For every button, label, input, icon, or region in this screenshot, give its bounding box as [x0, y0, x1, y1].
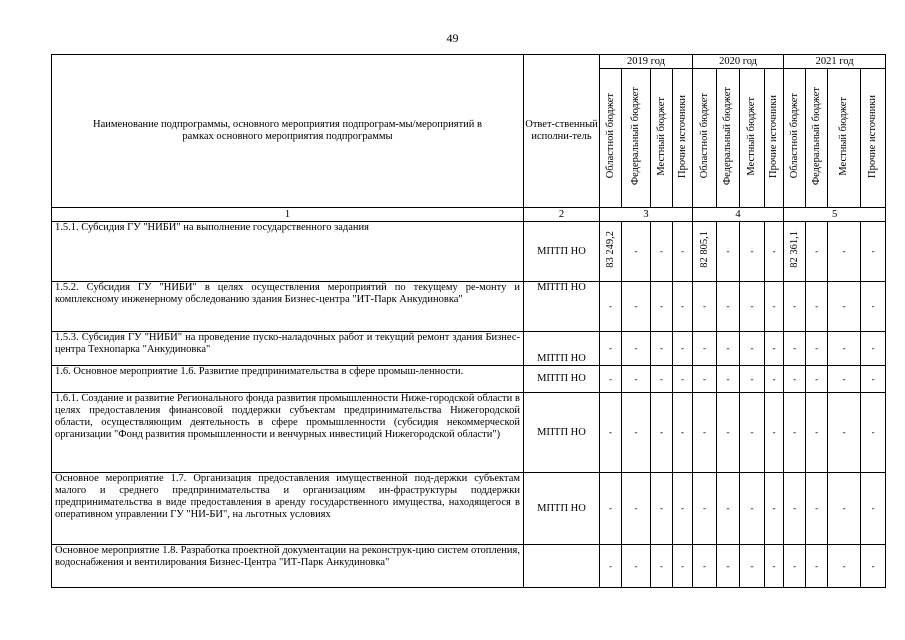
header-source-3-1 — [784, 69, 806, 208]
empty-value-mark: - — [815, 560, 819, 571]
empty-value-mark: - — [842, 301, 846, 311]
header-source-label: Местный бюджет — [655, 96, 667, 176]
empty-value-mark: - — [793, 343, 797, 353]
row-value-cell — [717, 366, 740, 393]
empty-value-mark: - — [772, 427, 776, 437]
empty-value-mark: - — [660, 373, 663, 384]
row-name: 1.5.3. Субсидия ГУ "НИБИ" на проведение пуско-наладочных работ и текущий ремонт здания Бизнес-центра Технопарка "Анкудиновка" — [52, 332, 524, 366]
row-value-cell — [765, 332, 784, 366]
empty-value-mark: - — [750, 427, 754, 437]
row-name: Основное мероприятие 1.7. Организация предоставления имущественной под-держки субъектам малого и среднего предпринимательства и организациям ин-фраструктуры поддержки предпринимательства в виде предоставления в аренду государственного имущества, находящегося в оперативном управлении ГУ "НИ-БИ", на льготных условиях — [52, 473, 524, 545]
row-value-cell — [717, 282, 740, 332]
col-number-3: 3 — [600, 208, 693, 222]
row-value-cell — [765, 393, 784, 473]
col-number-1: 1 — [52, 208, 524, 222]
row-name: 1.6. Основное мероприятие 1.6. Развитие предпринимательства в сфере промыш-ленности. — [52, 366, 524, 393]
empty-value-mark: - — [750, 503, 754, 513]
row-value-cell — [651, 473, 673, 545]
row-value-cell — [693, 222, 717, 282]
empty-value-mark: - — [726, 560, 730, 571]
empty-value-mark: - — [660, 560, 663, 571]
row-value-cell — [717, 393, 740, 473]
table-row — [52, 282, 886, 332]
empty-value-mark: - — [634, 503, 638, 513]
row-value-cell — [693, 282, 717, 332]
empty-value-mark: - — [726, 503, 730, 513]
value-text: 82 361,1 — [788, 231, 800, 268]
col-number-5: 5 — [784, 208, 886, 222]
empty-value-mark: - — [634, 560, 638, 571]
empty-value-mark: - — [703, 373, 707, 384]
empty-value-mark: - — [609, 503, 612, 513]
empty-value-mark: - — [681, 373, 685, 384]
row-name: Основное мероприятие 1.8. Разработка проектной документации на реконструк-цию систем отопления, водоснабжения и вентилирования Бизнес-Центра "ИТ-Парк Анкудиновка" — [52, 545, 524, 588]
empty-value-mark: - — [815, 373, 819, 384]
empty-value-mark: - — [750, 246, 754, 256]
row-value-cell — [600, 222, 622, 282]
header-source-label: Местный бюджет — [838, 96, 850, 176]
header-source-3-4 — [861, 69, 886, 208]
value-text: 83 249,2 — [604, 231, 616, 268]
row-value-cell — [784, 222, 806, 282]
row-executor: МПТП НО — [524, 473, 600, 545]
row-value-cell — [765, 473, 784, 545]
empty-value-mark: - — [871, 246, 875, 256]
empty-value-mark: - — [871, 301, 875, 311]
empty-value-mark: - — [634, 246, 638, 256]
row-value-cell — [861, 222, 886, 282]
empty-value-mark: - — [703, 503, 707, 513]
table-row — [52, 222, 886, 282]
header-source-label: Федеральный бюджет — [630, 86, 641, 186]
row-executor: МПТП НО — [524, 366, 600, 393]
row-value-cell — [740, 332, 765, 366]
empty-value-mark: - — [871, 427, 875, 437]
header-source-2-4 — [765, 69, 784, 208]
row-value-cell — [651, 332, 673, 366]
header-year-2020: 2020 год — [693, 55, 784, 69]
header-source-label: Прочие источники — [768, 94, 780, 178]
row-value-cell — [651, 545, 673, 588]
row-value-cell — [828, 366, 861, 393]
row-value-cell — [806, 222, 828, 282]
row-value-cell — [765, 282, 784, 332]
row-value-cell — [600, 473, 622, 545]
empty-value-mark: - — [681, 301, 685, 311]
empty-value-mark: - — [793, 373, 797, 384]
row-value-cell — [861, 393, 886, 473]
header-source-label: Федеральный бюджет — [810, 86, 822, 186]
header-source-label: Областной бюджет — [788, 93, 800, 179]
header-source-2-1 — [693, 69, 717, 208]
empty-value-mark: - — [842, 343, 846, 353]
empty-value-mark: - — [703, 343, 707, 353]
empty-value-mark: - — [681, 343, 685, 353]
row-value-cell — [600, 282, 622, 332]
budget-table — [51, 54, 886, 588]
row-value-cell — [693, 473, 717, 545]
empty-value-mark: - — [842, 560, 846, 571]
header-source-3-2 — [806, 69, 828, 208]
empty-value-mark: - — [772, 246, 776, 256]
row-value-cell — [673, 473, 693, 545]
row-value-cell — [651, 282, 673, 332]
col-number-2: 2 — [524, 208, 600, 222]
row-value-cell — [784, 393, 806, 473]
empty-value-mark: - — [681, 246, 685, 256]
row-value-cell — [622, 473, 651, 545]
empty-value-mark: - — [609, 560, 612, 571]
empty-value-mark: - — [681, 427, 685, 437]
empty-value-mark: - — [660, 301, 663, 311]
empty-value-mark: - — [772, 301, 776, 311]
header-source-3-3 — [828, 69, 861, 208]
row-value-cell — [600, 393, 622, 473]
header-name-column: Наименование подпрограммы, основного мероприятия подпрограм-мы/мероприятий в рамках основного мероприятия подпрограммы — [52, 55, 524, 208]
row-value-cell — [828, 222, 861, 282]
empty-value-mark: - — [660, 503, 663, 513]
row-value-cell — [861, 545, 886, 588]
empty-value-mark: - — [634, 301, 638, 311]
empty-value-mark: - — [726, 246, 730, 256]
table-row — [52, 393, 886, 473]
row-value-cell — [622, 332, 651, 366]
row-value-cell — [622, 393, 651, 473]
empty-value-mark: - — [793, 301, 797, 311]
empty-value-mark: - — [660, 427, 663, 437]
empty-value-mark: - — [871, 373, 875, 384]
row-value-cell — [600, 332, 622, 366]
header-source-1-3 — [651, 69, 673, 208]
empty-value-mark: - — [660, 246, 663, 256]
empty-value-mark: - — [726, 301, 730, 311]
row-value-cell — [693, 393, 717, 473]
row-value-cell — [861, 332, 886, 366]
header-source-label: Прочие источники — [676, 94, 688, 178]
header-executor-column: Ответ-ственный исполни-тель — [524, 55, 600, 208]
empty-value-mark: - — [871, 560, 875, 571]
row-value-cell — [673, 545, 693, 588]
row-value-cell — [784, 332, 806, 366]
row-value-cell — [673, 282, 693, 332]
empty-value-mark: - — [842, 427, 846, 437]
row-value-cell — [600, 366, 622, 393]
row-value-cell — [651, 366, 673, 393]
header-source-label: Областной бюджет — [604, 93, 616, 179]
empty-value-mark: - — [703, 427, 707, 437]
empty-value-mark: - — [772, 503, 776, 513]
row-value-cell — [600, 545, 622, 588]
row-executor — [524, 545, 600, 588]
header-source-label: Областной бюджет — [698, 93, 710, 179]
empty-value-mark: - — [842, 373, 846, 384]
header-source-label: Федеральный бюджет — [722, 86, 734, 186]
row-name: 1.6.1. Создание и развитие Регионального фонда развития промышленности Ниже-городской области в целях предоставления финансовой поддержки субъектам предпринимательства Нижегородской области, осуществляющим деятельность в сфере промышленности (субсидия некоммерческой организации "Фонд развития промышленности и венчурных инвестиций Нижегородской области") — [52, 393, 524, 473]
row-value-cell — [765, 222, 784, 282]
empty-value-mark: - — [842, 246, 846, 256]
row-value-cell — [740, 366, 765, 393]
row-value-cell — [828, 393, 861, 473]
empty-value-mark: - — [750, 301, 754, 311]
row-value-cell — [740, 222, 765, 282]
row-name: 1.5.1. Субсидия ГУ "НИБИ" на выполнение государственного задания — [52, 222, 524, 282]
row-value-cell — [693, 332, 717, 366]
row-value-cell — [693, 366, 717, 393]
row-value-cell — [806, 282, 828, 332]
row-value-cell — [861, 282, 886, 332]
header-year-2019: 2019 год — [600, 55, 693, 69]
empty-value-mark: - — [609, 343, 612, 353]
empty-value-mark: - — [634, 373, 638, 384]
empty-value-mark: - — [815, 301, 819, 311]
row-value-cell — [828, 545, 861, 588]
row-value-cell — [861, 473, 886, 545]
row-value-cell — [828, 282, 861, 332]
empty-value-mark: - — [750, 560, 754, 571]
header-source-2-3 — [740, 69, 765, 208]
row-executor: МПТП НО — [524, 222, 600, 282]
empty-value-mark: - — [793, 503, 797, 513]
row-value-cell — [673, 366, 693, 393]
table-row — [52, 473, 886, 545]
empty-value-mark: - — [750, 373, 754, 384]
empty-value-mark: - — [634, 343, 638, 353]
row-value-cell — [673, 393, 693, 473]
empty-value-mark: - — [726, 427, 730, 437]
empty-value-mark: - — [681, 503, 685, 513]
empty-value-mark: - — [703, 301, 707, 311]
empty-value-mark: - — [815, 343, 819, 353]
header-source-1-2 — [622, 69, 651, 208]
row-value-cell — [717, 332, 740, 366]
header-source-1-4 — [673, 69, 693, 208]
empty-value-mark: - — [772, 560, 776, 571]
row-value-cell — [693, 545, 717, 588]
row-value-cell — [828, 473, 861, 545]
row-value-cell — [622, 366, 651, 393]
row-value-cell — [622, 545, 651, 588]
row-value-cell — [717, 222, 740, 282]
empty-value-mark: - — [871, 503, 875, 513]
value-text: 82 805,1 — [698, 231, 710, 268]
row-value-cell — [740, 473, 765, 545]
empty-value-mark: - — [681, 560, 685, 571]
row-value-cell — [717, 473, 740, 545]
empty-value-mark: - — [726, 343, 730, 353]
row-value-cell — [806, 393, 828, 473]
row-value-cell — [861, 366, 886, 393]
empty-value-mark: - — [772, 373, 776, 384]
empty-value-mark: - — [815, 246, 819, 256]
row-name: 1.5.2. Субсидия ГУ "НИБИ" в целях осуществления мероприятий по текущему ре-монту и комплексному инженерному обследованию здания Бизнес-центра "ИТ-Парк Анкудиновка" — [52, 282, 524, 332]
empty-value-mark: - — [660, 343, 663, 353]
empty-value-mark: - — [815, 427, 819, 437]
row-value-cell — [765, 545, 784, 588]
row-value-cell — [740, 282, 765, 332]
row-value-cell — [784, 545, 806, 588]
row-value-cell — [673, 222, 693, 282]
table-row — [52, 366, 886, 393]
table-row — [52, 545, 886, 588]
empty-value-mark: - — [609, 301, 612, 311]
row-value-cell — [740, 545, 765, 588]
header-source-label: Прочие источники — [867, 94, 879, 178]
row-value-cell — [784, 282, 806, 332]
row-value-cell — [806, 366, 828, 393]
empty-value-mark: - — [871, 343, 875, 353]
header-source-label: Местный бюджет — [746, 96, 758, 176]
row-executor: МПТП НО — [524, 282, 600, 332]
row-value-cell — [806, 332, 828, 366]
header-source-1-1 — [600, 69, 622, 208]
empty-value-mark: - — [793, 560, 797, 571]
empty-value-mark: - — [815, 503, 819, 513]
row-value-cell — [622, 282, 651, 332]
row-value-cell — [651, 393, 673, 473]
row-value-cell — [622, 222, 651, 282]
row-executor: МПТП НО — [524, 332, 600, 366]
row-value-cell — [784, 473, 806, 545]
page-number: 49 — [446, 31, 459, 45]
empty-value-mark: - — [842, 503, 846, 513]
row-value-cell — [806, 545, 828, 588]
empty-value-mark: - — [609, 427, 612, 437]
col-number-4: 4 — [693, 208, 784, 222]
header-source-2-2 — [717, 69, 740, 208]
empty-value-mark: - — [609, 373, 612, 384]
row-value-cell — [806, 473, 828, 545]
row-value-cell — [828, 332, 861, 366]
empty-value-mark: - — [772, 343, 776, 353]
empty-value-mark: - — [750, 343, 754, 353]
row-value-cell — [740, 393, 765, 473]
header-year-2021: 2021 год — [784, 55, 886, 69]
row-executor: МПТП НО — [524, 393, 600, 473]
row-value-cell — [673, 332, 693, 366]
empty-value-mark: - — [793, 427, 797, 437]
row-value-cell — [765, 366, 784, 393]
row-value-cell — [784, 366, 806, 393]
row-value-cell — [717, 545, 740, 588]
empty-value-mark: - — [726, 373, 730, 384]
row-value-cell — [651, 222, 673, 282]
table-row — [52, 332, 886, 366]
empty-value-mark: - — [703, 560, 707, 571]
empty-value-mark: - — [634, 427, 638, 437]
